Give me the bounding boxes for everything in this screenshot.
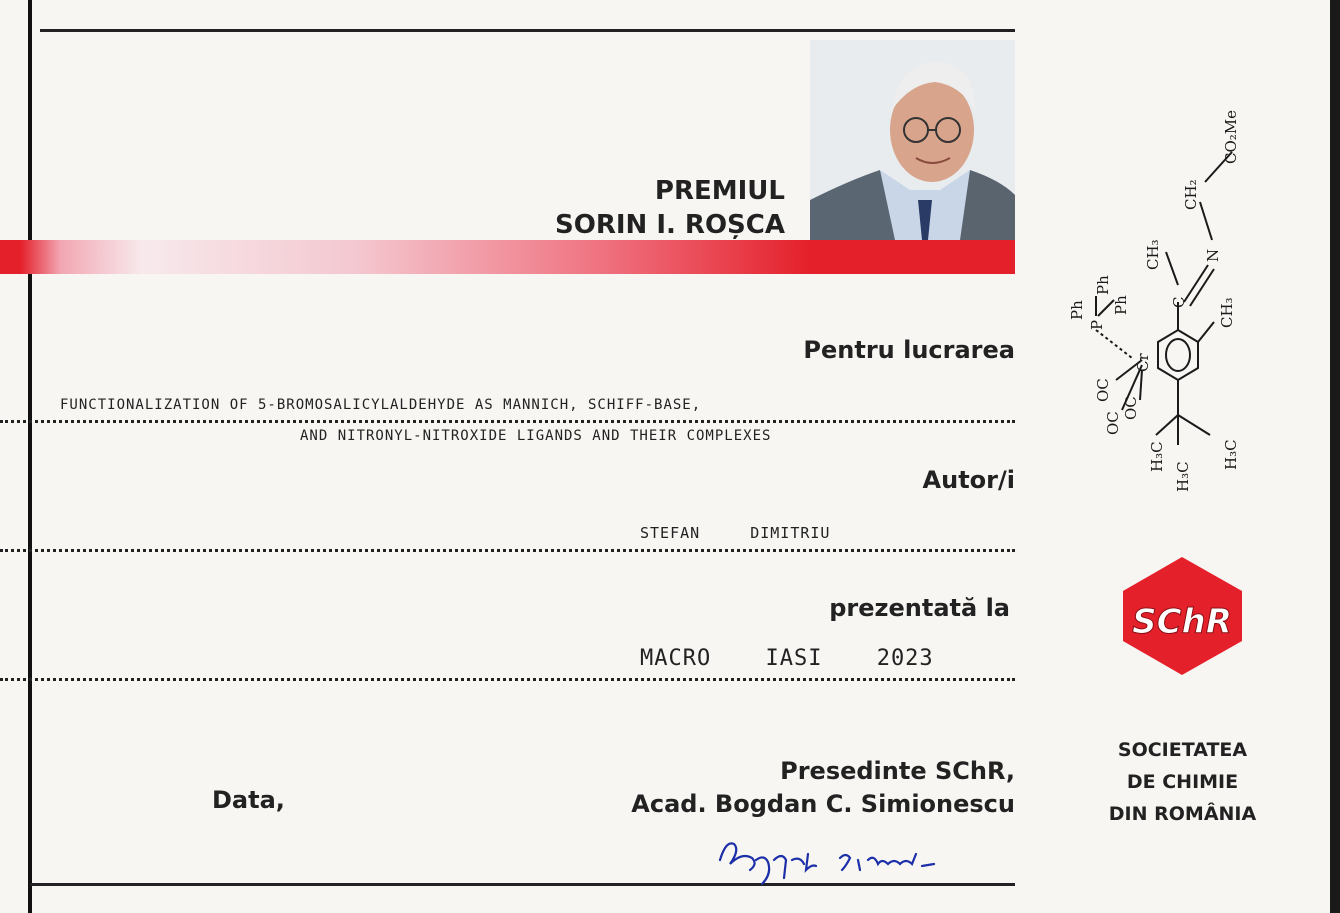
label-ph-1: Ph bbox=[1068, 300, 1086, 320]
society-line-1: SOCIETATEA bbox=[1117, 739, 1248, 761]
label-ph-3: Ph bbox=[1112, 295, 1130, 315]
president-signature bbox=[712, 830, 942, 890]
date-label: Data, bbox=[212, 786, 285, 814]
label-p: P bbox=[1088, 319, 1106, 330]
event-value: MACRO IASI 2023 bbox=[640, 646, 934, 671]
president-title: Presedinte SChR, bbox=[780, 757, 1015, 785]
award-title bbox=[440, 174, 785, 242]
red-band bbox=[0, 240, 1015, 274]
author-value: STEFAN DIMITRIU bbox=[640, 524, 831, 542]
label-c: C bbox=[1170, 296, 1188, 308]
event-dotted-line bbox=[0, 678, 1015, 681]
label-ch3-a: CH₃ bbox=[1144, 239, 1162, 270]
presented-label: prezentată la bbox=[829, 594, 1010, 622]
work-label: Pentru lucrarea bbox=[803, 336, 1015, 364]
right-edge bbox=[1330, 0, 1340, 913]
label-h3c-2: H₃C bbox=[1174, 461, 1192, 492]
label-h3c-3: H₃C bbox=[1222, 439, 1240, 470]
logo-text: SChR bbox=[1132, 602, 1232, 642]
author-dotted-line bbox=[0, 549, 1015, 552]
award-line-2: SORIN I. ROȘCA bbox=[555, 210, 785, 240]
society-line-2: DE CHIMIE bbox=[1126, 771, 1239, 793]
top-rule bbox=[40, 29, 1015, 32]
portrait-photo bbox=[810, 40, 1015, 240]
label-ph-2: Ph bbox=[1094, 275, 1112, 295]
schr-logo bbox=[1120, 555, 1245, 677]
president-name: Acad. Bogdan C. Simionescu bbox=[631, 790, 1015, 818]
society-line-3: DIN ROMÂNIA bbox=[1108, 803, 1257, 825]
work-title-line-1: FUNCTIONALIZATION OF 5-BROMOSALICYLALDEHYDE AS MANNICH, SCHIFF-BASE, bbox=[60, 397, 702, 413]
chemical-structure bbox=[1050, 90, 1290, 510]
president-block bbox=[560, 755, 1015, 821]
label-h3c-1: H₃C bbox=[1148, 441, 1166, 472]
left-rule bbox=[28, 0, 32, 913]
label-cr: Cr bbox=[1134, 353, 1152, 372]
label-oc-2: OC bbox=[1104, 411, 1122, 435]
label-co2me: CO₂Me bbox=[1222, 109, 1240, 164]
author-label: Autor/i bbox=[922, 466, 1015, 494]
label-ch2: CH₂ bbox=[1182, 179, 1200, 210]
work-title-line-2: AND NITRONYL-NITROXIDE LIGANDS AND THEIR COMPLEXES bbox=[300, 428, 772, 444]
label-oc-3: OC bbox=[1122, 396, 1140, 420]
label-ch3-b: CH₃ bbox=[1218, 297, 1236, 328]
work-dotted-line bbox=[0, 420, 1015, 423]
award-line-1: PREMIUL bbox=[654, 176, 785, 206]
label-n: N bbox=[1204, 248, 1222, 262]
label-oc-1: OC bbox=[1094, 378, 1112, 402]
society-name bbox=[1085, 734, 1280, 830]
